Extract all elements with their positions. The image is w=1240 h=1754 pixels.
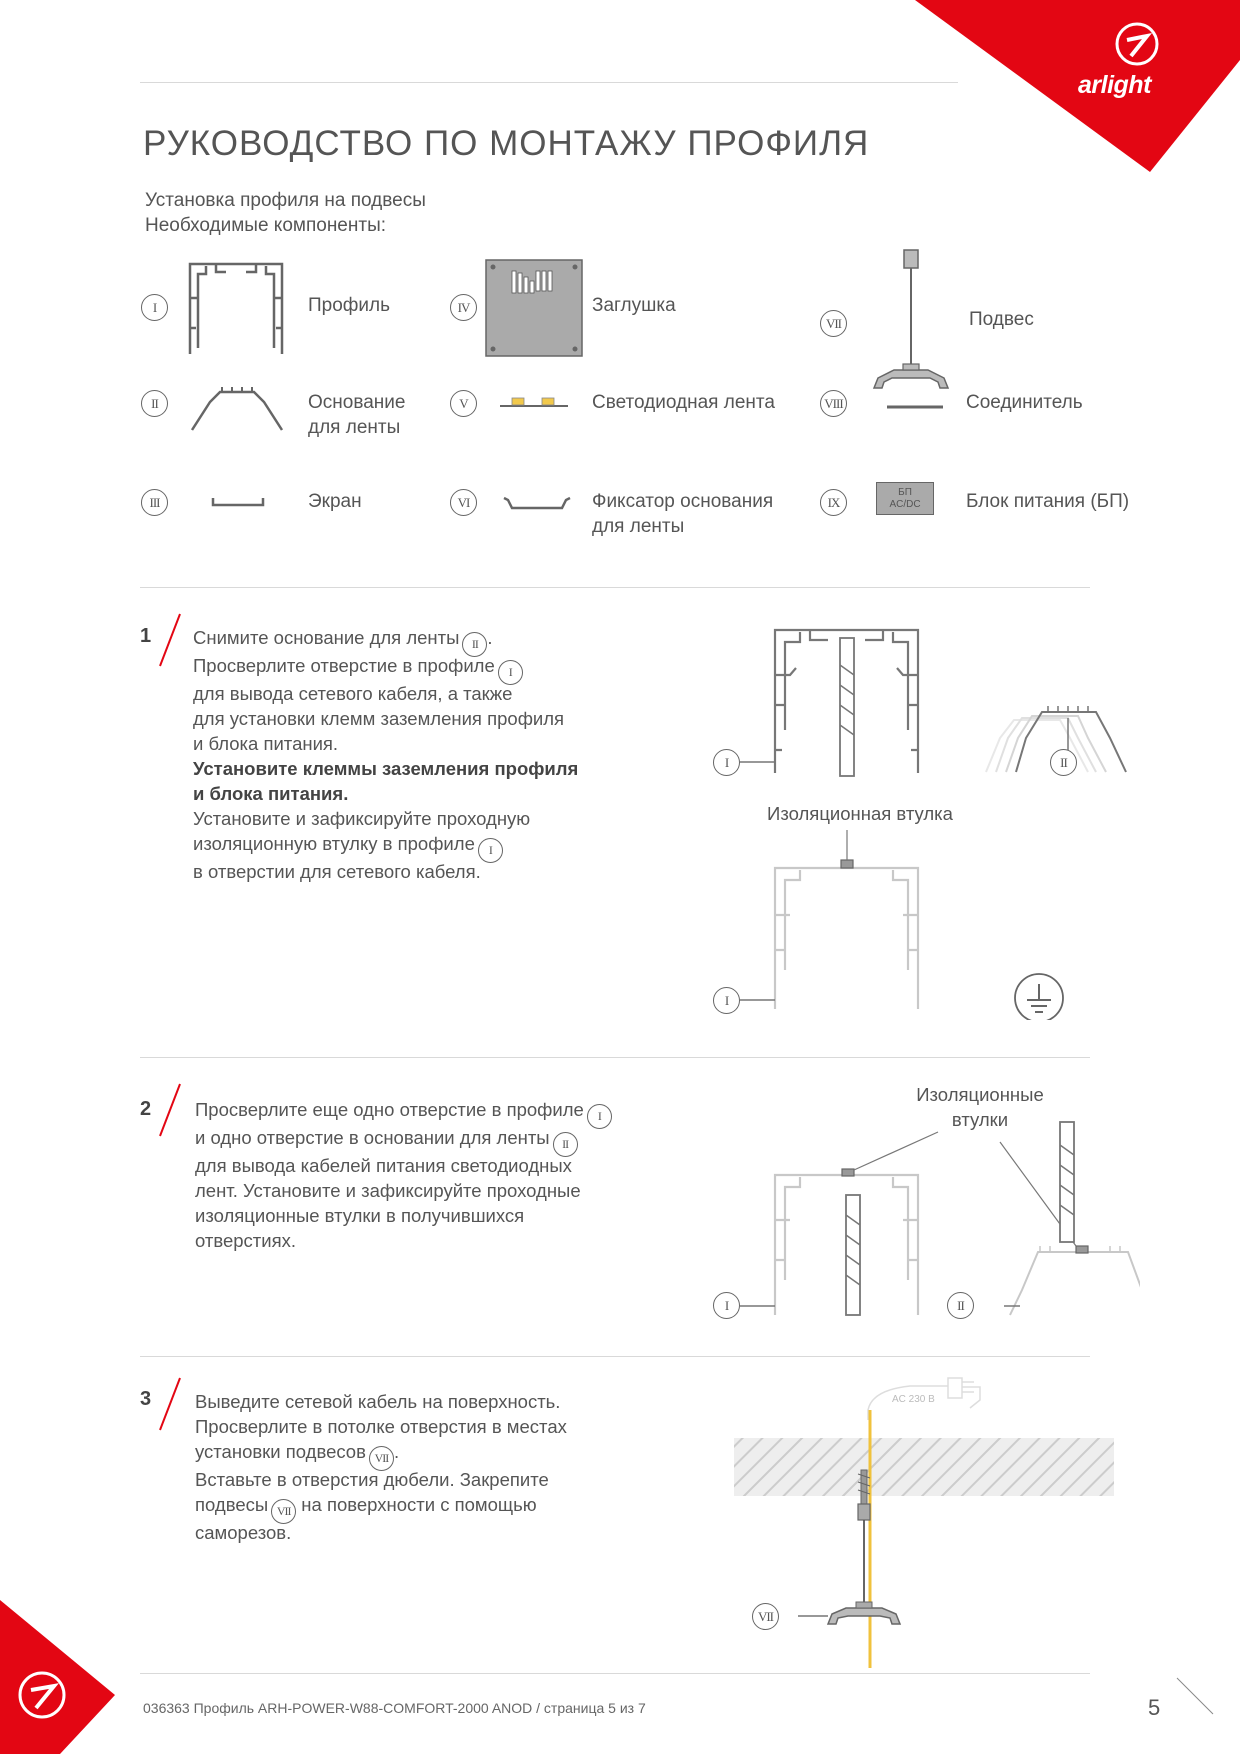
step-1-line-1: Снимите основание для ленты [193, 627, 460, 648]
component-label-connector: Соединитель [966, 392, 1083, 413]
step-3-text: Выведите сетевой кабель на поверхность. Просверлите в потолке отверстия в местах установки подвесов VII . Вставьте в отверстия дюбели. Закрепите подвесы VII на поверхности с помощью саморезов. [195, 1391, 567, 1543]
component-label-base-clip [592, 489, 773, 539]
badge-i-inline-2: I [478, 838, 503, 863]
step-3-diagram [730, 1370, 1120, 1670]
badge-ix: IX [820, 489, 847, 516]
step-2-badge-i: I [713, 1292, 740, 1319]
component-label-led-strip: Светодиодная лента [592, 392, 775, 413]
step-1-badge-i: I [713, 749, 740, 776]
suspension-icon [868, 246, 953, 391]
ceiling-section [734, 1438, 1114, 1496]
step-1-badge-i-2: I [713, 987, 740, 1014]
component-label-screen: Экран [308, 491, 362, 512]
badge-ii-inline: II [462, 632, 487, 657]
badge-i: I [141, 294, 168, 321]
base-clip-icon [502, 494, 572, 512]
step-2-slash [156, 1082, 182, 1138]
step-2-figure-label-1: Изоляционные [916, 1084, 1044, 1105]
screen-icon [210, 494, 266, 510]
step-3-number: 3 [140, 1388, 152, 1410]
step-1-line-7: изоляционную втулку в профиле [193, 833, 475, 854]
step-1-figure-label: Изоляционная втулка [767, 803, 953, 824]
drill-bit-icon-3 [1060, 1122, 1074, 1242]
badge-ii: II [141, 390, 168, 417]
plug-icon [948, 1378, 962, 1398]
badge-vii: VII [820, 310, 847, 337]
component-label-suspension: Подвес [969, 309, 1034, 330]
intro-text [145, 188, 426, 238]
step-2-badge-ii: II [947, 1292, 974, 1319]
profile-icon [186, 258, 286, 358]
psu-icon-line-1: БП [898, 487, 912, 498]
step-1-slash [156, 612, 182, 668]
badge-i-inline: I [498, 660, 523, 685]
drill-bit-icon [840, 638, 854, 776]
step-3-line-2: Просверлите в потолке отверстия в местах [195, 1416, 567, 1437]
ground-symbol-icon [1015, 974, 1063, 1020]
footer-text: 036363 Профиль ARH-POWER-W88-COMFORT-2000 ANOD / страница 5 из 7 [143, 1700, 646, 1716]
step-2-text [195, 1097, 612, 1253]
badge-i-inline-3: I [587, 1104, 612, 1129]
step-1-line-5: и блока питания. [193, 733, 339, 754]
page-corner-line [1175, 1676, 1215, 1716]
step-1-text: Снимите основание для ленты II . Просверлите отверстие в профиле I для вывода сетевого кабеля, а также для установки клемм заземления профиля и блока питания. Установите клеммы заземления профиля и блока питания. Установите и зафиксируйте проходную изоляционную втулку в профиле I в отверстии для сетевого кабеля. [193, 627, 579, 882]
step-3-line-5: подвесы [195, 1494, 269, 1515]
step-1-bold-1: Установите клеммы заземления профиля [193, 758, 579, 779]
power-supply-icon [876, 482, 934, 515]
intro-line-2: Необходимые компоненты: [145, 215, 387, 236]
step-2-line-4: лент. Установите и зафиксируйте проходные [195, 1180, 581, 1201]
step-2-diagram [700, 1120, 1140, 1320]
step-3-slash [156, 1376, 182, 1432]
step-1-line-4: для установки клемм заземления профиля [193, 708, 565, 729]
badge-viii: VIII [820, 390, 847, 417]
step-2-line-3: для вывода кабелей питания светодиодных [195, 1155, 572, 1176]
suspension-mount-icon [828, 1608, 900, 1624]
intro-line-1: Установка профиля на подвесы [145, 190, 426, 211]
component-label-base-clip-1: Фиксатор основания [592, 491, 774, 512]
end-cap-icon [485, 259, 583, 357]
logo-text: arlight [1078, 71, 1151, 99]
badge-vi: VI [450, 489, 477, 516]
step-1-number: 1 [140, 625, 152, 647]
drill-bit-icon-2 [846, 1195, 860, 1315]
badge-v: V [450, 390, 477, 417]
badge-vii-inline-2: VII [271, 1499, 296, 1524]
step-3-line-6: саморезов. [195, 1522, 292, 1543]
step-3-line-5b: на поверхности с помощью [301, 1494, 537, 1515]
psu-icon-line-2: AC/DC [889, 499, 921, 510]
component-label-strip-base-2: для ленты [308, 417, 401, 438]
step-2-number: 2 [140, 1098, 152, 1120]
step-2-line-6: отверстиях. [195, 1230, 297, 1251]
step-1-line-8: в отверстии для сетевого кабеля. [193, 861, 481, 882]
top-divider [140, 82, 958, 83]
badge-ii-inline-2: II [553, 1132, 578, 1157]
divider-3 [140, 1356, 1090, 1357]
component-label-strip-base [308, 390, 405, 440]
badge-iv: IV [450, 294, 477, 321]
divider-2 [140, 1057, 1090, 1058]
connector-icon [885, 402, 945, 412]
footer-divider [140, 1673, 1090, 1674]
step-3-line-4: Вставьте в отверстия дюбели. Закрепите [195, 1469, 549, 1490]
step-1-line-2: Просверлите отверстие в профиле [193, 655, 495, 676]
divider-1 [140, 587, 1090, 588]
step-1-line-3: для вывода сетевого кабеля, а также [193, 683, 513, 704]
component-label-end-cap: Заглушка [592, 295, 676, 316]
step-2-line-5: изоляционные втулки в получившихся [195, 1205, 525, 1226]
strip-base-icon [188, 384, 286, 434]
step-1-badge-ii: II [1050, 749, 1077, 776]
step-1-line-6: Установите и зафиксируйте проходную [193, 808, 531, 829]
component-label-strip-base-1: Основание [308, 392, 406, 413]
ac-label: AC 230 В [892, 1394, 935, 1405]
step-3-line-3: установки подвесов [195, 1441, 366, 1462]
step-1-bold-2: и блока питания. [193, 783, 349, 804]
component-label-profile: Профиль [308, 295, 391, 316]
step-3-line-1: Выведите сетевой кабель на поверхность. [195, 1391, 561, 1412]
step-2-line-1: Просверлите еще одно отверстие в профиле [195, 1099, 584, 1120]
component-label-base-clip-2: для ленты [592, 516, 685, 537]
step-2-figure-label-2: втулки [951, 1109, 1009, 1130]
step-2-line-2: и одно отверстие в основании для ленты [195, 1127, 550, 1148]
badge-vii-inline: VII [369, 1446, 394, 1471]
step-3-badge-vii: VII [752, 1603, 779, 1630]
led-strip-icon [498, 394, 570, 410]
component-label-power-supply: Блок питания (БП) [966, 491, 1130, 512]
badge-iii: III [141, 489, 168, 516]
page-number: 5 [1148, 1695, 1161, 1720]
corner-logo-bottom [0, 1600, 120, 1754]
page-title: РУКОВОДСТВО ПО МОНТАЖУ ПРОФИЛЯ [143, 124, 870, 163]
